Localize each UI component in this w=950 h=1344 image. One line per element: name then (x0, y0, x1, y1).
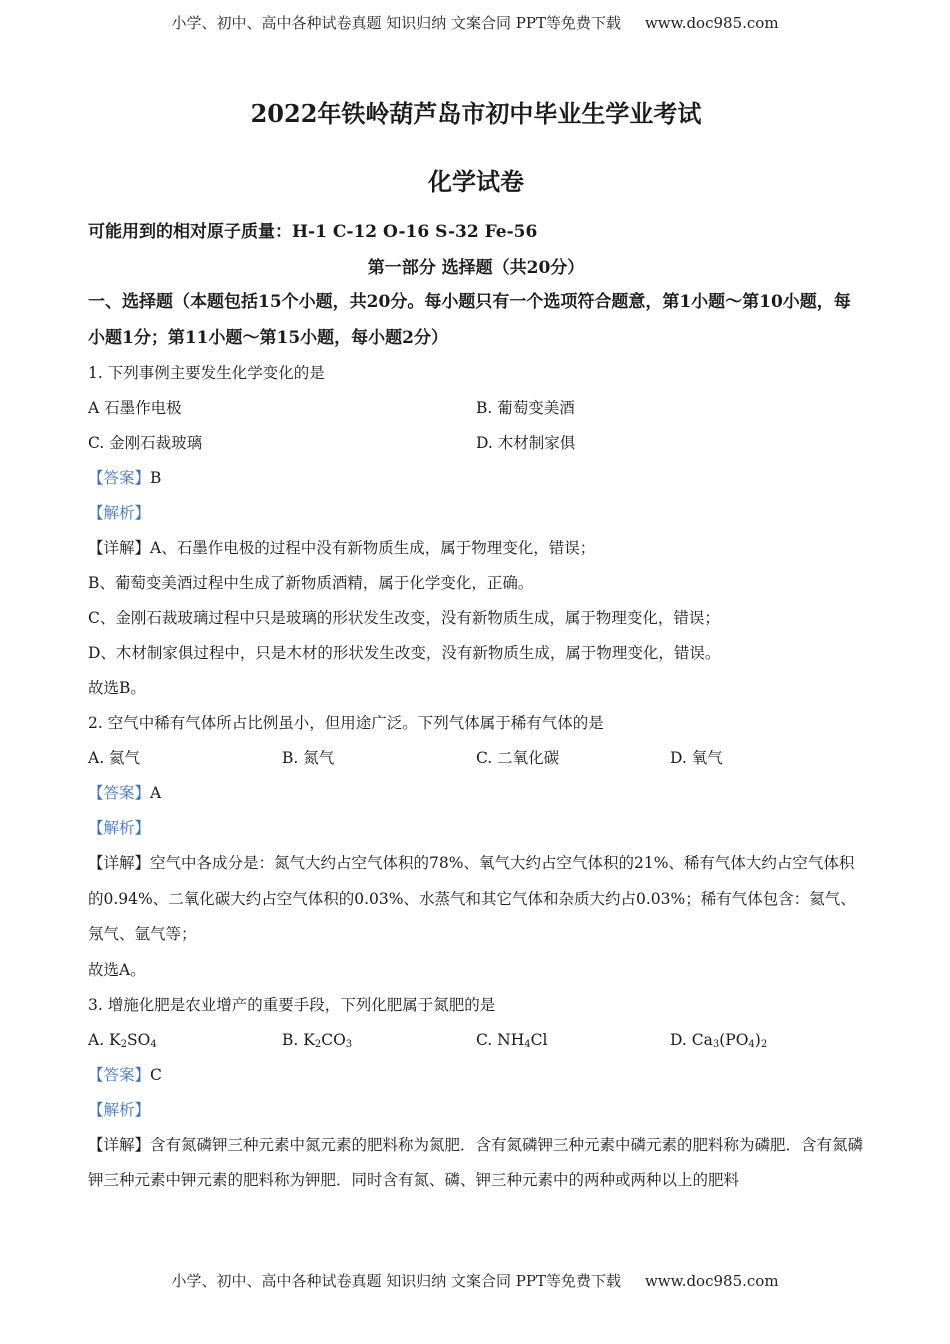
detail-label: 【详解】 (88, 1135, 151, 1154)
question-2-option-b: B. 氮气 (282, 749, 335, 767)
question-2-stem: 2. 空气中稀有气体所占比例虽小，但用途广泛。下列气体属于稀有气体的是 (88, 714, 604, 732)
question-2-options (88, 741, 864, 776)
question-1-answer (88, 461, 864, 496)
header-text: 小学、初中、高中各种试卷真题 知识归纳 文案合同 PPT等免费下载 (171, 14, 621, 32)
header-url[interactable]: www.doc985.com (644, 14, 779, 32)
analysis-label: 【解析】 (88, 819, 151, 837)
question-1-option-a: A 石墨作电极 (88, 399, 182, 417)
question-3-analysis (88, 1093, 864, 1128)
question-3-stem: 3. 增施化肥是农业增产的重要手段，下列化肥属于氮肥的是 (88, 995, 496, 1014)
question-3-option-b: B. $K_2CO_3$ (282, 1030, 353, 1050)
detail-label: 【详解】 (88, 854, 151, 872)
analysis-label: 【解析】 (88, 1100, 151, 1119)
question-1-stem: 1. 下列事例主要发生化学变化的是 (88, 364, 325, 382)
question-1-options-row-1 (88, 391, 864, 426)
question-3-options (88, 1023, 864, 1058)
footer-text: 小学、初中、高中各种试卷真题 知识归纳 文案合同 PPT等免费下载 (171, 1272, 621, 1290)
question-1-conclusion: 故选B。 (88, 679, 146, 697)
question-1-detail-2: B、葡萄变美酒过程中生成了新物质酒精，属于化学变化，正确。 (88, 574, 534, 592)
page-header (0, 12, 950, 33)
question-2-option-d: D. 氧气 (670, 749, 723, 767)
question-1-analysis (88, 496, 864, 531)
question-2-detail (88, 846, 864, 953)
part-heading: 第一部分 选择题（共20分） (367, 258, 585, 278)
question-2-option-c: C. 二氧化碳 (476, 749, 560, 767)
atomic-masses: 可能用到的相对原子质量：H-1 C-12 O-16 S-32 Fe-56 (88, 222, 538, 242)
detail-text: 空气中各成分是：氮气大约占空气体积的78%、氧气大约占空气体积的21%、稀有气体大约占空气体积的0.94%、二氧化碳大约占空气体积的0.03%、水蒸气和其它气体和杂质大约占0.03%；稀有气体包含：氦气、氖气、氩气等； (88, 854, 856, 943)
question-3-detail (88, 1128, 864, 1199)
answer-value: C (150, 1065, 162, 1084)
question-3-option-a: A. $K_2SO_4$ (88, 1030, 157, 1050)
question-2-option-a: A. 氦气 (88, 749, 141, 767)
question-2-answer (88, 776, 864, 811)
answer-value: A (150, 784, 162, 802)
question-2-analysis (88, 811, 864, 846)
question-1-detail-3: C、金刚石裁玻璃过程中只是玻璃的形状发生改变，没有新物质生成，属于物理变化，错误； (88, 609, 720, 627)
question-1-option-b: B. 葡萄变美酒 (476, 399, 575, 417)
analysis-label: 【解析】 (88, 504, 151, 522)
answer-label: 【答案】 (88, 469, 151, 487)
footer-url[interactable]: www.doc985.com (644, 1272, 779, 1290)
question-3-option-d: D. $Ca_3(PO_4)_2$ (670, 1030, 768, 1050)
question-1-options-row-2 (88, 426, 864, 461)
question-3-answer (88, 1058, 864, 1093)
page-footer (0, 1270, 950, 1291)
question-1-detail-4: D、木材制家俱过程中，只是木材的形状发生改变，没有新物质生成，属于物理变化，错误。 (88, 644, 721, 662)
question-2-conclusion: 故选A。 (88, 960, 146, 979)
detail-text: A、石墨作电极的过程中没有新物质生成，属于物理变化，错误； (150, 539, 596, 557)
exam-title: 2022年铁岭葫芦岛市初中毕业生学业考试 (250, 99, 702, 128)
document-body (88, 94, 864, 1199)
question-3-option-c: C. $NH_4Cl$ (476, 1030, 548, 1050)
exam-subtitle: 化学试卷 (428, 167, 524, 196)
answer-value: B (150, 469, 162, 487)
question-1-option-d: D. 木材制家俱 (476, 434, 576, 452)
section-heading: 一、选择题（本题包括15个小题，共20分。每小题只有一个选项符合题意，第1小题～第10小题，每小题1分；第11小题～第15小题，每小题2分） (88, 292, 851, 348)
answer-label: 【答案】 (88, 1065, 151, 1084)
question-1-detail-1 (88, 531, 864, 566)
detail-label: 【详解】 (88, 539, 151, 557)
question-1-option-c: C. 金刚石裁玻璃 (88, 434, 203, 452)
detail-text: 含有氮磷钾三种元素中氮元素的肥料称为氮肥．含有氮磷钾三种元素中磷元素的肥料称为磷肥．含有氮磷钾三种元素中钾元素的肥料称为钾肥．同时含有氮、磷、钾三种元素中的两种或两种以上的肥料 (88, 1135, 864, 1189)
answer-label: 【答案】 (88, 784, 151, 802)
